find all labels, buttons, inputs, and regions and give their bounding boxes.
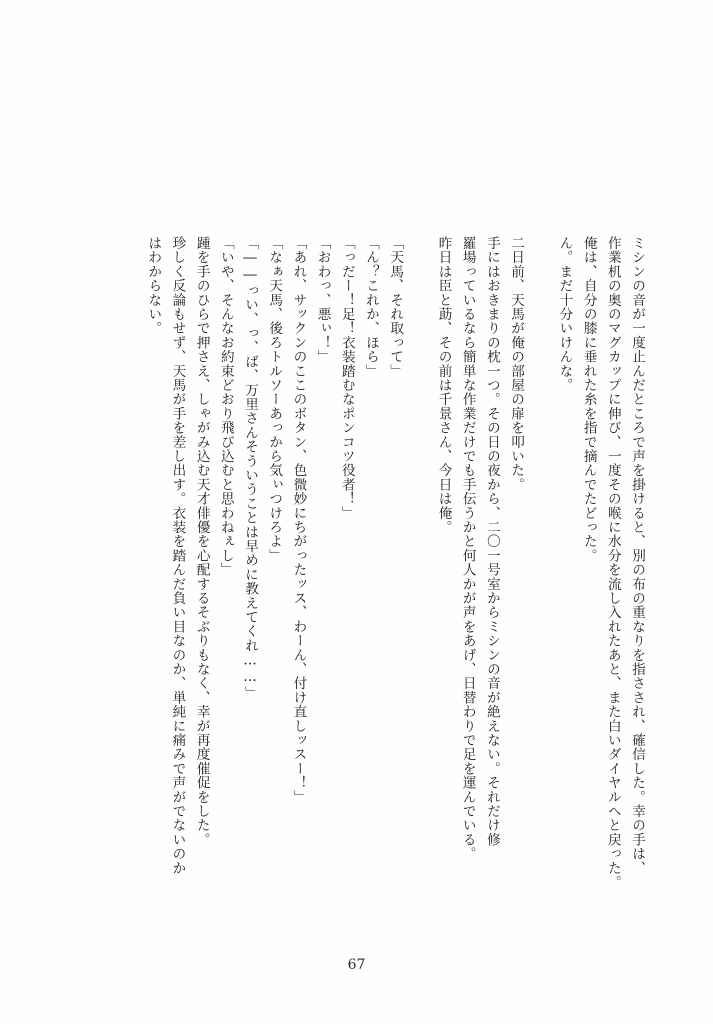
text-line: ん。まだ十分いけんな。 <box>556 236 573 393</box>
text-line: 羅場っているなら簡単な作業だけでも手伝うかと何人かが声をあげ、日替わりで足を運んでいる。 <box>459 236 476 861</box>
text-line: 作業机の奥のマグカップに伸び、一度その喉に水分を流し入れたあと、また白いダイヤルへと戻った。 <box>604 236 621 890</box>
dialogue-line: 「いや、そんなお約束どおり飛び込むと思わねぇし」 <box>217 236 234 577</box>
text-line: 踵を手のひらで押さえ、しゃがみ込む天才俳優を心配するそぶりもなく、幸が再度催促をした。 <box>193 236 210 847</box>
text-line: はわからない。 <box>145 236 162 336</box>
text-line: 手にはおきまりの枕一つ。その日の夜から、二〇一号室からミシンの音が絶えない。それだけ修 <box>483 236 500 847</box>
page-number: 67 <box>347 957 366 973</box>
dialogue-line: 「あれ、サックンのここのボタン、色微妙にちがったッス、わーん、付け直しッスー！」 <box>290 236 307 804</box>
dialogue-line: 「っだー！足！衣装踏むなポンコツ役者！」 <box>338 236 355 520</box>
text-line: 昨日は臣と莇、その前は千景さん、今日は俺。 <box>435 236 452 535</box>
dialogue-line: 「おわっ、悪ぃ！」 <box>314 236 331 364</box>
text-line: 珍しく反論もせず、天馬が手を差し出す。衣装を踏んだ負い目なのか、単純に痛みで声がでないのか <box>169 236 186 875</box>
dialogue-line: 「なぁ天馬、後ろトルソーあっから気ぃつけろよ」 <box>266 236 283 563</box>
dialogue-line: 「――っい、っ、ば、万里さんそういうことは早めに教えてくれ……」 <box>242 236 258 700</box>
dialogue-line: 「天馬、それ取って」 <box>387 236 404 378</box>
text-line: 俺は、自分の膝に垂れた糸を指で摘んでたどった。 <box>580 236 597 563</box>
text-line: 二日前、天馬が俺の部屋の扉を叩いた。 <box>508 236 525 492</box>
text-line: ミシンの音が一度止んだところで声を掛けると、別の布の重なりを指さされ、確信した。幸の手は、 <box>629 236 645 875</box>
dialogue-line: 「ん？これか、ほら」 <box>362 236 379 378</box>
vertical-text-block <box>83 236 643 950</box>
